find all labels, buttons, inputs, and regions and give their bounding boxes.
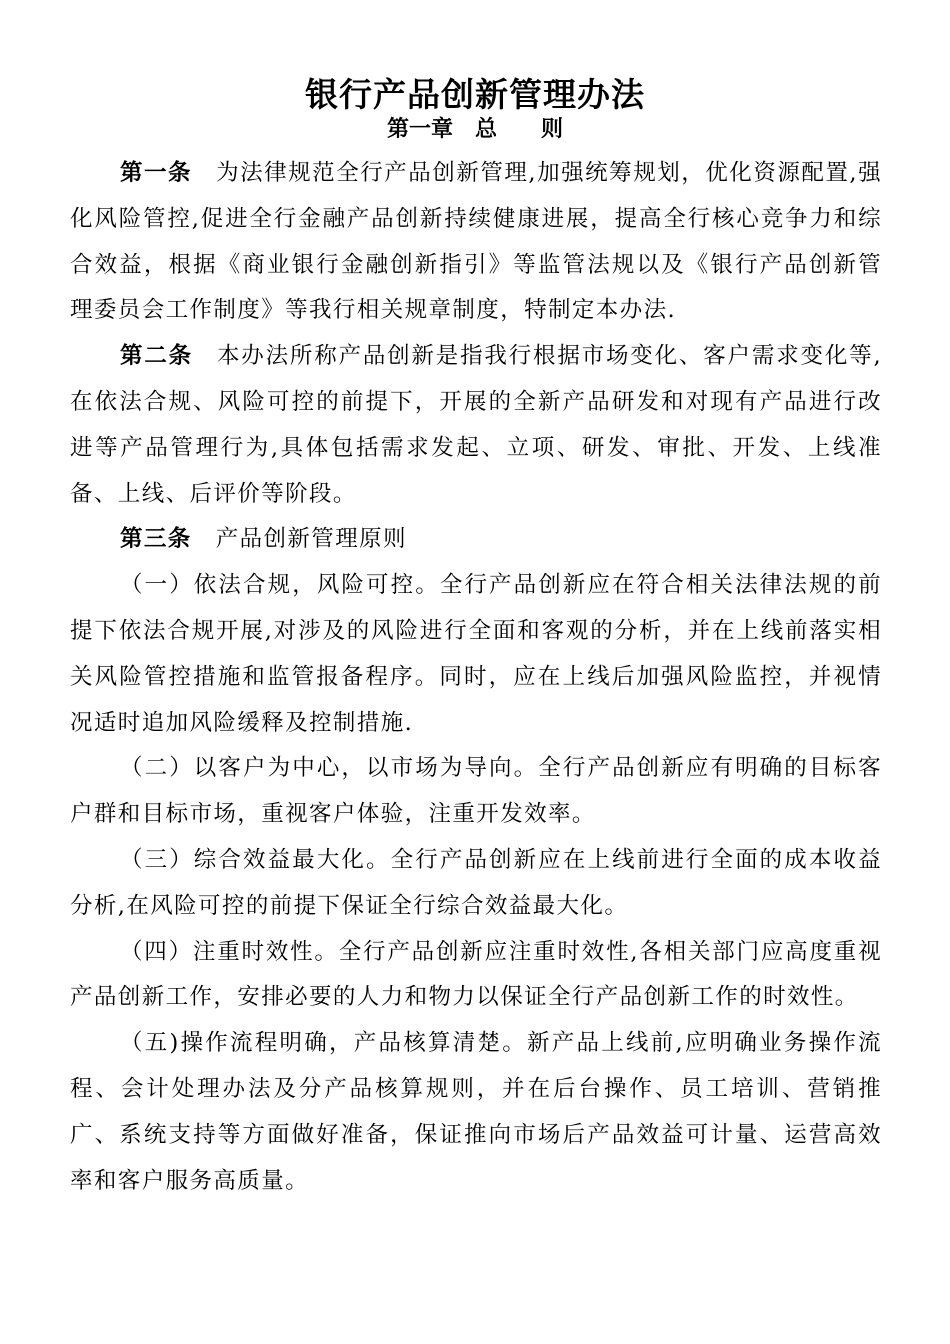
article-text: 本办法所称产品创新是指我行根据市场变化、客户需求变化等,在依法合规、风险可控的前提下，开展的全新产品研发和对现有产品进行改进等产品管理行为,具体包括需求发起、立项、研发、审批、开发、上线准备、上线、后评价等阶段。 [70, 343, 882, 507]
article-text: 为法律规范全行产品创新管理,加强统筹规划，优化资源配置,强化风险管控,促进全行金融产品创新持续健康进展，提高全行核心竞争力和综合效益，根据《商业银行金融创新指引》等监管法规以及《银行产品创新管理委员会工作制度》等我行相关规章制度，特制定本办法. [70, 160, 882, 324]
principle-item: （一）依法合规，风险可控。全行产品创新应在符合相关法律法规的前提下依法合规开展,对涉及的风险进行全面和客观的分析，并在上线前落实相关风险管控措施和监管报备程序。同时，应在上线后加强风险监控，并视情况适时追加风险缓释及控制措施. [70, 572, 882, 736]
document-title: 银行产品创新管理办法 [305, 75, 645, 114]
article-3 [70, 517, 882, 563]
article-1 [70, 151, 882, 334]
principle-item: （二）以客户为中心，以市场为导向。全行产品创新应有明确的目标客户群和目标市场，重视客户体验，注重开发效率。 [70, 755, 882, 828]
article-label: 第三条 [120, 526, 192, 553]
principle-item: （五)操作流程明确，产品核算清楚。新产品上线前,应明确业务操作流程、会计处理办法及分产品核算规则，并在后台操作、员工培训、营销推广、系统支持等方面做好准备，保证推向市场后产品效益可计量、运营高效率和客户服务高质量。 [70, 1030, 882, 1194]
article-text: 产品创新管理原则 [215, 526, 407, 553]
document-body [70, 151, 882, 1204]
article-label: 第二条 [120, 343, 193, 370]
principle-item: （四）注重时效性。全行产品创新应注重时效性,各相关部门应高度重视产品创新工作，安排必要的人力和物力以保证全行产品创新工作的时效性。 [70, 938, 882, 1011]
chapter-title: 第一章 总 则 [386, 117, 563, 142]
article-label: 第一条 [120, 160, 193, 186]
article-2 [70, 334, 882, 517]
principle-item: （三）综合效益最大化。全行产品创新应在上线前进行全面的成本收益分析,在风险可控的前提下保证全行综合效益最大化。 [70, 846, 882, 919]
